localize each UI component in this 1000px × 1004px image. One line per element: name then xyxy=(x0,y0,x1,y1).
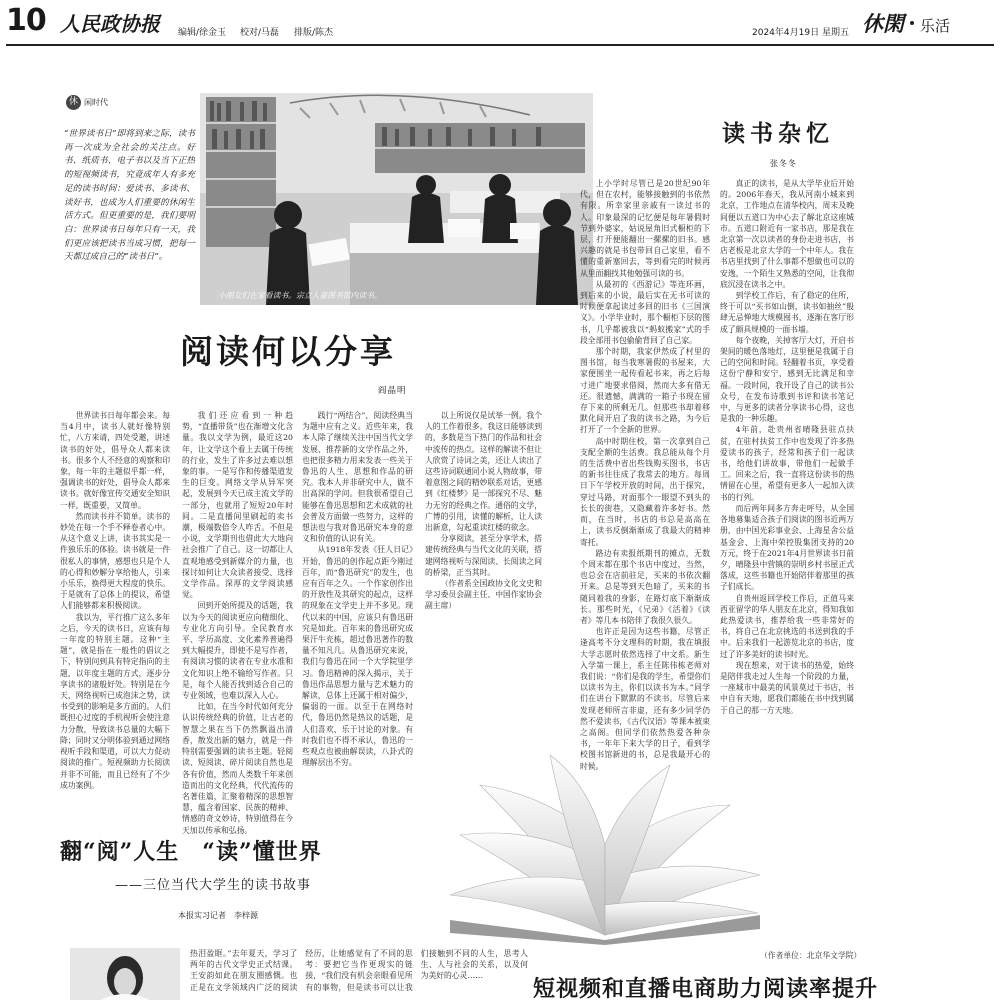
feature-paragraph: 比如，在当今时代如何充分认识传统经典的价值，让古老的智慧之果在当下仍然飘溢出清香，散发出新的魅力，就是一件特别需要强调的读书主题。轻阅读、短阅读、碎片阅读自然也是各有价值，然而人类数千年来创造而出的文化经典，代代流传的名著佳篇，汇聚着精深的思想智慧，蕴含着国家、民族的精神、情感的奇文妙诗，特别值得在今天加以传承和弘扬。 xyxy=(182,702,293,835)
paper-name: 人民政协报 xyxy=(60,12,160,36)
profile-body: 热泪盈眶。”去年夏天，学习了两年的古代文学史正式结课。王安韵如此在朋友圈感慨。也正是在文学领域内广泛的阅读经历，让她感觉有了不同的思考：要把它当作更现实的链接，“我们没有机会亲眼看见所有的事物，但是读书可以让我们接触到不同的人生，思考人生、人与社会的关系，以及何为美好的心灵…… xyxy=(190,949,528,992)
column-name: 闲时代 xyxy=(84,98,108,107)
feature-intro: “世界读书日”即将到来之际，读书再一次成为全社会的关注点。好书、纸质书、电子书以及当下正热的短视频读书，究竟成年人有多充足的读书时间：爱读书、多读书、读好书，也成为人们重要的休闲生活方式。但更重要的是，我们要明白：世界读书日每年只有一天，我们更应该把读书当成习惯，把每一天都过成自己的“读书日”。 xyxy=(64,129,195,263)
feature-column-3 xyxy=(302,410,413,835)
issue-date: 2024年4月19日 星期五 xyxy=(752,28,849,38)
feature-paragraph: 然而读书并不简单。读书的妙处在每一个手不释卷者心中。从这个意义上讲，读书其实是一件独乐乐的体验。读书就是一件很私人的事情，感想也只是个人的心得和妙解分享给他人，引来小乐乐，换得更大程度的快乐。于是就有了总体上的提议，希望人们能够都来积极阅读。 xyxy=(60,511,170,611)
memoir-paragraph: 路边有卖报纸期刊的摊点，无数个周末都在那个书店中度过，当然，也总会在店前驻足，买来的书依次翻开来。总是等到天色暗了，买来的书随同着我的身影，在路灯底下渐渐成长。那些时光，《兄弟》《活着》《读者》等几本书陪伴了我很久很久。 xyxy=(580,548,710,625)
memoir-paragraph: 而后两年间多方奔走呼号，从全国各地募集适合孩子们阅读的图书近两万册，由中国光彩事业会、上海星舍公益基金会、上海中荣控股集团支持的20万元，终于在2021年4月世界读书日前夕，晴隆县中营镇的崇明乡村书屋正式落成，这些书籍也开始陪伴着那里的孩子们成长。 xyxy=(720,503,854,592)
memoir-column-1 xyxy=(580,178,710,771)
reading-children-photo xyxy=(200,93,593,305)
feature-paragraph: 我以为，平行推广这么多年之后，今天的读书日，应该有每一年度的特别主题。这种“主题”，就是指在一般性的倡议之下，特别问到具有特定指向的主题，以年度主题的方式，逐步分享读书的诸般好处。特别是在今天，网络视听已成泡沫之势，读书受到的影响是多方面的。人们既担心过度的手机视听会使注意力分散，导致读书总量的大幅下降；同时又分明体验到通过网络视听手段和渠道，可以大力促动阅读的推广。短视频助力长阅读并非不可能，而且已经有了不少成功案例。 xyxy=(60,612,170,790)
feature-paragraph: 我们还应看到一种趋势，“直播带货”也在渐增文化含量。我以文学为例，最近这20年，让文学这个看上去属于传统的行业，发生了许多过去难以想象的事。一是写作和传播渠道发生的巨变。网络文学从异军突起，发展到今天已成主流文学的一部分，也就用了短短20年时间。二是直播间里刷起的卖书潮，极端数倍令人咋舌。不但是小说，文学期刊也借此大大地向社会推广了自己。这一切都让人直观地感受到新媒介的力量，也探讨如何让大众读者接受、选择文学作品。深厚的文学阅读感觉。 xyxy=(182,411,293,600)
feature-paragraph: 从1918年发表《狂人日记》开始，鲁迅的创作起点距今刚过百年，而“鲁迅研究”的发生，也应有百年之久。一个作家创作出的开放性及其研究的起点，这样的现象在文学史上并不多见。现代以来的中国，应该只有鲁迅研究是如此。百年来的鲁迅研究成果汗牛充栋，超过鲁迅著作的数量不知凡几。从鲁迅研究来说，我们与鲁迅在同一个大学院里学习。鲁迅精神的深入揭示，关于鲁迅作品思想力量与艺术魅力的解读，总体上还属于相对偏少，偏弱的一面。以至于在网络时代，鲁迅仍然是热议的话题，是人们喜欢、乐于讨论的对象。有时我们也不得不承认，鲁迅的一些观点也被曲解误读，八卦式的理解层出不穷。 xyxy=(302,545,413,768)
student-portrait xyxy=(70,948,180,1000)
feature-paragraph: 践行“两结合”，阅读经典当为题中应有之义。近些年来，我本人除了继续关注中国当代文学发展、推荐新的文学作品之外，也把很多精力用来发表一些关于鲁迅的人生、思想和作品的研究。我本人并非研究中人，做不出高深的学问。但我很希望自己能够在鲁迅思想和艺术成就的社会普及方面做一些努力，这样的想法也与我对鲁迅研究本身的意义和价值的认识有关。 xyxy=(302,411,413,544)
feature-paragraph: 以上所说仅是试举一例。我个人的工作着很多。我这日能够读到的，多数是当下热门的作品和社会中流传的热点。这样的解读不但让人欣赏了诗词之美，还让人读出了这些诗词联通同小说人物故事，带着意图之间的精妙联系对话，更感到《红楼梦》是一部探究不尽、魅力无穷的经典之作。通俗的文学，广博的引用，读懂的解析，让人读出新意，勾起重读红楼的欲念。 xyxy=(425,411,542,533)
layout-credit: 排版/陈杰 xyxy=(294,28,334,38)
memoir-author-note: （作者单位：北京华文学院） xyxy=(760,951,862,960)
memoir-paragraph: 每个夜晚，关掉客厅大灯，开启书架间的暖色落地灯，这里便是我属于自己的空间和时间。轻翻着书页，享受着这份宁静和安宁，感到无比满足和幸福。一段时间，我开设了自己的读书公众号，在发布诗歌到书评和读书笔记中，与更多的读者分享读书心得，这也是我的一种乐趣。 xyxy=(720,335,854,424)
memoir-paragraph: 4年前，赴贵州省晴隆县驻点扶贫，在驻村扶贫工作中也发现了许多热爱读书的孩子，经常和孩子们一起读书，给他们讲故事，带他们一起做手工。回来之后，我一直将这份读书的热情留在心里，希望有更多人一起加入读书的行列。 xyxy=(720,425,854,502)
memoir-paragraph: 高中时期住校，第一次拿到自己支配全额的生活费。我总能从每个月的生活费中省出些钱购买图书，书店的新书往往成了我常去的地方。每周日下午学校开放的时间，出于探究，穿过马路，对面那个一眼望不到头的长长的街巷，又隐藏着许多好书。然而，在当时，书店的书总是高高在上，读书反倒渐渐成了我最大的精神寄托。 xyxy=(580,436,710,547)
page-number: 10 xyxy=(6,3,46,38)
memoir-paragraph: 从最初的《西游记》等连环画，到后来的小说，最后实在无书可读的时候便拿起读过多回的旧书《三国演义》。小学毕业时，那个橱柜下层的图书，几乎都被我以“蚂蚁搬家”式的手段全部用书包偷偷背回了自己家。 xyxy=(580,279,710,345)
proofreader-credit: 校对/马磊 xyxy=(240,28,280,38)
profile-subhead: ——三位当代大学生的读书故事 xyxy=(115,878,312,893)
column-tag-glyph: 休 xyxy=(68,97,78,107)
feature-byline: 阎晶明 xyxy=(378,386,407,396)
feature-paragraph: 回到开始所提及的话题，我以为今天的阅读更应向精细化、专业化方向引导。全民教育水平、学历高度、文化素养普遍得到大幅提升，即使不是写作者，有阅读习惯的读者在专业水准和文化知识上绝不输给写作者。只是，每个人能否找到适合自己的专业领域，也难以深入人心。 xyxy=(182,601,293,701)
section-mark: 休閑 xyxy=(862,11,904,36)
masthead-rule xyxy=(6,44,994,46)
open-book-image xyxy=(440,745,770,945)
feature-paragraph: 分享阅读，甚至分享学术，搭建传统经典与当代文化的关联，搭建网络视听与深阅读、长阅读之间的桥梁，正当其时。 xyxy=(425,534,542,577)
memoir-paragraph: 到学校工作后，有了稳定的住所，终于可以“买书如山倒，读书如抽丝”般肆无忌惮地大规模囤书，逐渐在客厅形成了颇具规模的一面书墙。 xyxy=(720,291,854,334)
memoir-headline: 读书杂忆 xyxy=(722,120,834,147)
photo-caption: 小朋友们在家看读书。宗立人童图书馆内读书。 xyxy=(218,291,382,300)
author-note: （作者系全国政协文化文史和学习委员会副主任、中国作家协会副主席） xyxy=(425,579,542,611)
feature-paragraph: 世界读书日每年都会来。每当4月中，读书人就好像特别忙，八方来请，四处受邀，讲述读书的好处，倡导众人都来读书。很多个人不经意的观察和印象，每一年的主题似乎都一样，强调读书的好处，倡导众人都来读书。就好像宣传交通安全知识一样，既重要，又简单。 xyxy=(60,411,170,510)
memoir-paragraph: 真正的读书，是从大学毕业后开始的。2006年春天，我从河南小城来到北京，工作地点在清华校内，周末及晚间便以五道口为中心去了解北京这座城市。五道口附近有一家书店，那是我在北京第一次以读者的身份走进书店，书店老板是北京大学的一个中年人。我在书店里找到了什么事都不想做也可以的安逸，一个陌生又熟悉的空间，让我彻底沉浸在读书之中。 xyxy=(720,179,854,289)
profile-byline: 本报实习记者 李梓源 xyxy=(178,911,258,920)
section-dot xyxy=(910,21,914,25)
open-book-illustration xyxy=(440,745,770,945)
profile-headline: 翻“阅”人生 “读”懂世界 xyxy=(60,839,322,865)
feature-column-1 xyxy=(60,410,170,835)
section-name: 乐活 xyxy=(920,17,951,35)
library-scene-illustration xyxy=(200,93,593,305)
feature-column-2 xyxy=(182,410,293,835)
memoir-paragraph: 那个时期，我家伊然成了村里的图书馆，每当我寒暑假的书屋来，大家便围坐一起传看起书来，再之后每寸进广地要求借阅，然而大多有借无还。很遗憾，满满的一箱子书现在留存下来的所剩无几。但那些书却着移默化间开启了我的读书之路，为今后打开了一个全新的世界。 xyxy=(580,347,710,435)
feature-headline: 阅读何以分享 xyxy=(180,332,396,371)
memoir-byline: 张冬冬 xyxy=(770,159,797,168)
memoir-paragraph: 也许正是因为这些书籍，尽管正逢高考不分文理科的时期，我在填报大学志愿时依然选择了中文系。新生入学第一课上，系主任陈伟栋老师对我们说：“你们是我的学生，希望你们以读书为主，你们以读书为本。”同学们在讲台下默默的不读书。尽管后来发现老师所言非虚，还有多少同学仍然不爱读书，《古代汉语》等课本被束之高阁。但同学们依然热爱各种杂书，一年年下来大学的日子，看到学校图书馆新进的书，总是我最开心的时候。 xyxy=(580,627,710,771)
masthead xyxy=(0,0,1000,46)
memoir-paragraph: 自贵州返回学校工作后，正值马来西亚留学的华人朋友在北京，得知我如此热爱读书，推荐给我一些非常好的书，将自己在北京挑选的书送到我的手中。后来我们一起游览北京的书店，度过了许多美好的读书时光。 xyxy=(720,593,854,659)
editor-credit: 编辑/徐金玉 xyxy=(178,28,227,38)
memoir-paragraph: 上小学时尽管已是20世纪90年代，但在农村，能够接触到的书依然有限。所幸家里亲戚有一读过书的人。印象最深的记忆便是每年暑假时节到外婆家，姑说屋角旧式橱柜的下层，打开便能翻出一摞摞的旧书。感兴趣的就是书包带回自己家里，看不懂的重新塞回去，等到看完的时候再从里面翻找其他勉强可读的书。 xyxy=(580,179,710,278)
student-portrait-image xyxy=(70,948,180,1000)
next-story-headline: 短视频和直播电商助力阅读率提升 xyxy=(533,976,879,1002)
memoir-paragraph: 现在想来，对于读书的热爱，始终是陪伴我走过人生每一个阶段的力量，一座城市中最美的风景莫过于书店，书中自有天地，愿我们都能在书中找到属于自己的那一方天地。 xyxy=(720,660,854,715)
column-tag xyxy=(66,95,81,110)
